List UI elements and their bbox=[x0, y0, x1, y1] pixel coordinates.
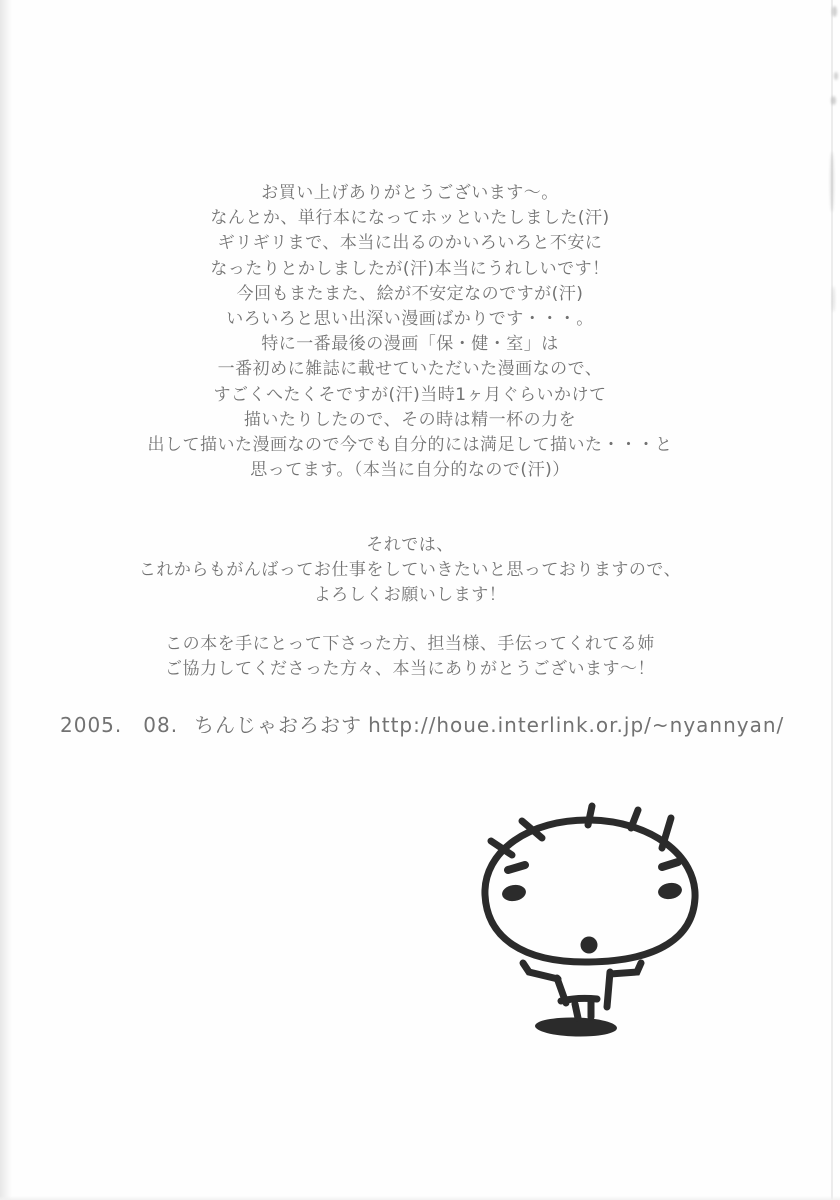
artist-name: ちんじゃおろおす bbox=[194, 713, 363, 737]
website-url: http://houe.interlink.or.jp/~nyannyan/ bbox=[368, 713, 785, 737]
doodle-mouth bbox=[581, 937, 598, 954]
doodle-body-hem bbox=[561, 998, 597, 1001]
scan-smudge bbox=[831, 96, 836, 105]
doodle-arm-left bbox=[523, 963, 558, 979]
text-line: それでは、 bbox=[366, 535, 454, 555]
doodle-eyebrow-left bbox=[508, 865, 525, 870]
text-line: よろしくお願いします！ bbox=[313, 585, 507, 606]
afterword-paragraph-main bbox=[60, 181, 760, 483]
scan-smudge bbox=[832, 286, 835, 312]
scan-smudge bbox=[832, 6, 837, 17]
text-line: いろいろと思い出深い漫画ばかりです・・・。 bbox=[226, 309, 594, 330]
scan-smudge bbox=[830, 152, 834, 212]
afterword-paragraph-thanks bbox=[60, 632, 760, 682]
scan-smudge bbox=[834, 72, 838, 80]
text-line: 描いたりしたので、その時は精一杯の力を bbox=[243, 409, 577, 430]
scan-edge-left bbox=[0, 0, 12, 1200]
text-line: 出して描いた漫画なので今でも自分的には満足して描いた・・・と bbox=[147, 435, 673, 456]
text-line: ご協力してくださった方々、本当にありがとうございます～！ bbox=[165, 659, 655, 680]
afterword-paragraph-closing bbox=[60, 533, 760, 609]
text-line: この本を手にとって下さった方、担当様、手伝ってくれてる姉 bbox=[165, 634, 655, 654]
text-line: お買い上げありがとうございます～。 bbox=[261, 183, 559, 203]
text-line: すごくへたくそですが(汗)当時1ヶ月ぐらいかけて bbox=[213, 384, 607, 405]
mascot-doodle bbox=[468, 793, 712, 1047]
text-line: ギリギリまで、本当に出るのかいろいろと不安に bbox=[217, 233, 603, 254]
text-line: 特に一番最後の漫画「保・健・室」は bbox=[261, 334, 559, 355]
text-line: 一番初めに雑誌に載せていただいた漫画なので、 bbox=[217, 359, 603, 380]
doodle-hair-spike bbox=[588, 806, 592, 825]
text-line: なんとか、単行本になってホッといたしました(汗) bbox=[210, 208, 610, 229]
doodle-leg-left bbox=[575, 1004, 578, 1018]
publication-date: 2005. 08. bbox=[60, 713, 179, 737]
text-line: これからもがんばってお仕事をしていきたいと思っておりますので、 bbox=[138, 560, 682, 581]
scan-edge-bottom bbox=[0, 1196, 840, 1200]
text-line: 今回もまたまた、絵が不安定なのですが(汗) bbox=[236, 283, 584, 304]
signature-line bbox=[60, 710, 785, 740]
doodle-eyebrow-right bbox=[662, 862, 678, 867]
text-line: 思ってます。（本当に自分的なので(汗)） bbox=[250, 460, 570, 481]
doodle-arm-right bbox=[610, 963, 641, 974]
text-line: なったりとかしましたが(汗)本当にうれしいです！ bbox=[210, 258, 610, 279]
